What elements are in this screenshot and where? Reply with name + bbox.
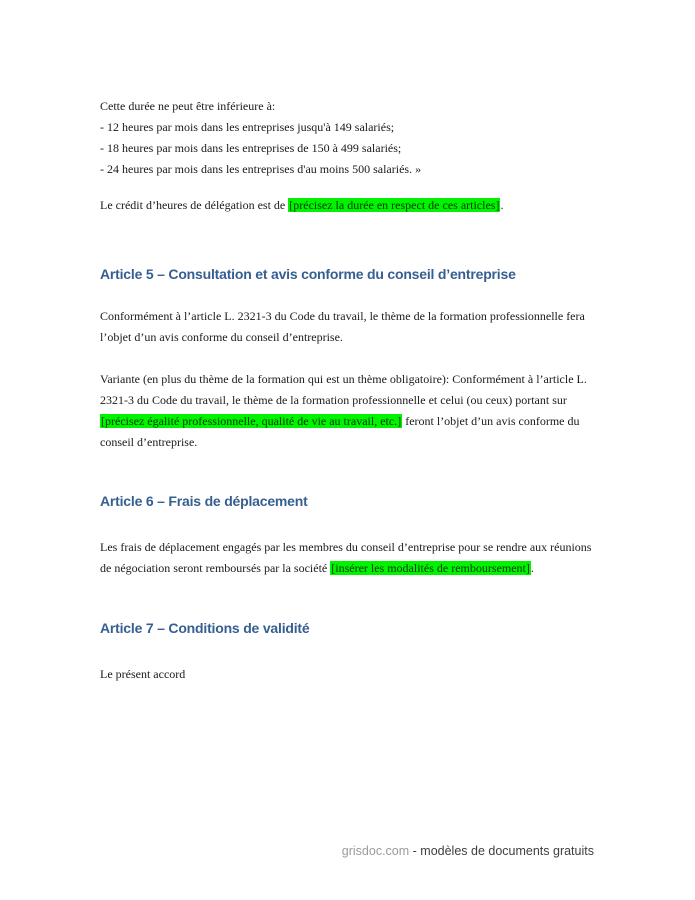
placeholder-highlight-modalites: [insérer les modalités de remboursement]	[331, 561, 530, 575]
article-7-paragraph: Le présent accord	[100, 667, 186, 681]
frais-text-after: .	[530, 561, 534, 575]
intro-line: Cette durée ne peut être inférieure à:	[100, 99, 276, 113]
footer-brand: grisdoc.com	[341, 844, 410, 858]
intro-paragraph	[100, 96, 595, 180]
article-5-paragraph-1: Conformément à l’article L. 2321-3 du Code du travail, le thème de la formation professionnelle fera l’objet d’un avis conforme du conseil d’entreprise.	[100, 309, 585, 344]
list-item-12-heures: - 12 heures par mois dans les entreprises jusqu'à 149 salariés;	[100, 120, 395, 134]
article-6-heading: Article 6 – Frais de déplacement	[100, 493, 308, 509]
article-6-paragraph	[100, 537, 595, 579]
list-item-24-heures: - 24 heures par mois dans les entreprises d'au moins 500 salariés. »	[100, 162, 422, 176]
credit-text-before: Le crédit d’heures de délégation est de	[100, 198, 289, 212]
credit-heures-paragraph	[100, 195, 595, 216]
variante-text-before: Variante (en plus du thème de la formation qui est un thème obligatoire): Conformément à l’article L. 2321-3 du Code du travail, le thème de la formation professionnelle et celui (ou ceux) portant sur	[100, 372, 587, 407]
variante-text-after: feront l’objet d’un avis conforme du conseil d’entreprise.	[100, 414, 580, 449]
list-item-18-heures: - 18 heures par mois dans les entreprises de 150 à 499 salariés;	[100, 141, 402, 155]
article-5-heading: Article 5 – Consultation et avis conforme du conseil d’entreprise	[100, 266, 516, 282]
credit-text-after: .	[500, 198, 504, 212]
frais-text-before: Les frais de déplacement engagés par les membres du conseil d’entreprise pour se rendre aux réunions de négociation seront remboursés par la société	[100, 540, 592, 575]
footer-tagline: - modèles de documents gratuits	[409, 844, 594, 858]
page-footer	[342, 843, 594, 859]
placeholder-highlight-egalite: [précisez égalité professionnelle, qualité de vie au travail, etc.]	[101, 414, 402, 428]
article-5-paragraph-2	[100, 369, 595, 453]
article-7-heading: Article 7 – Conditions de validité	[100, 620, 310, 636]
placeholder-highlight-duree: [précisez la durée en respect de ces articles]	[289, 198, 500, 212]
